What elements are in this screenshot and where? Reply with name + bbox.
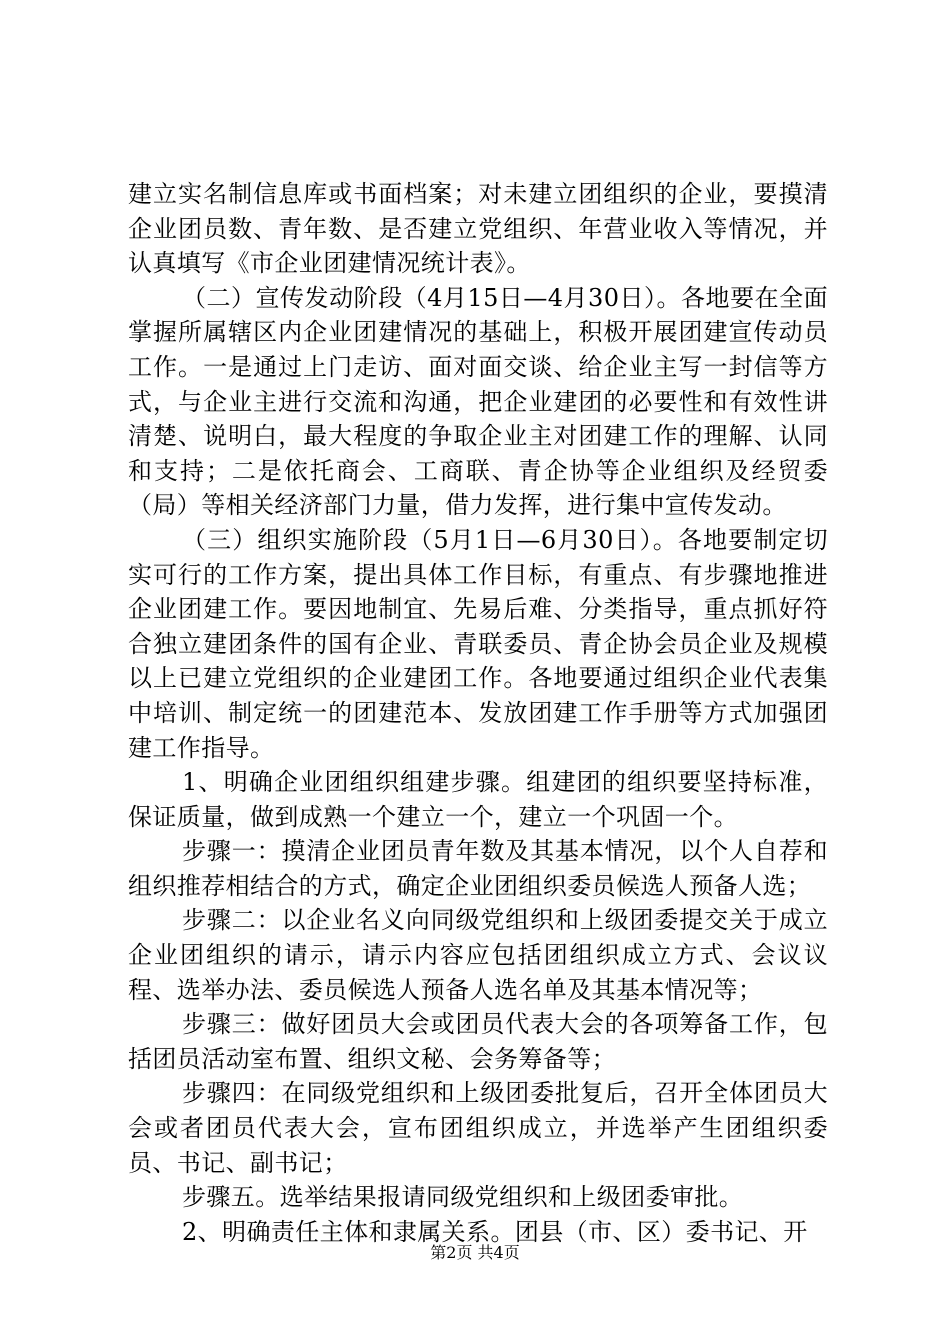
paragraph-steps-intro: 1、明确企业团组织组建步骤。组建团的组织要坚持标准，保证质量，做到成熟一个建立一个，建立一个巩固一个。 xyxy=(128,768,828,831)
paragraph-step-1: 步骤一：摸清企业团员青年数及其基本情况，以个人自荐和组织推荐相结合的方式，确定企业团组织委员候选人预备人选； xyxy=(128,837,828,900)
page-footer xyxy=(0,1243,950,1263)
paragraph-step-3: 步骤三：做好团员大会或团员代表大会的各项筹备工作，包括团员活动室布置、组织文秘、会务筹备等； xyxy=(128,1010,828,1073)
paragraph-step-5: 步骤五。选举结果报请同级党组织和上级团委审批。 xyxy=(182,1183,744,1212)
paragraph-publicity-stage: （二）宣传发动阶段（4月15日—4月30日）。各地要在全面掌握所属辖区内企业团建情况的基础上，积极开展团建宣传动员工作。一是通过上门走访、面对面交谈、给企业主写一封信等方式，与企业主进行交流和沟通，把企业建团的必要性和有效性讲清楚、说明白，最大程度的争取企业主对团建工作的理解、认同和支持；二是依托商会、工商联、青企协等企业组织及经贸委（局）等相关经济部门力量，借力发挥，进行集中宣传发动。 xyxy=(128,283,828,520)
paragraph-step-4: 步骤四：在同级党组织和上级团委批复后，召开全体团员大会或者团员代表大会，宣布团组织成立，并选举产生团组织委员、书记、副书记； xyxy=(128,1079,828,1177)
page-number-label: 第2页 共4页 xyxy=(430,1243,520,1262)
document-body xyxy=(128,177,828,1249)
paragraph-step-2: 步骤二：以企业名义向同级党组织和上级团委提交关于成立企业团组织的请示，请示内容应包括团组织成立方式、会议议程、选举办法、委员候选人预备人选名单及其基本情况等； xyxy=(128,906,828,1004)
paragraph-continuation: 建立实名制信息库或书面档案；对未建立团组织的企业，要摸清企业团员数、青年数、是否建立党组织、年营业收入等情况，并认真填写《市企业团建情况统计表》。 xyxy=(128,180,828,278)
paragraph-implementation-stage: （三）组织实施阶段（5月1日—6月30日）。各地要制定切实可行的工作方案，提出具体工作目标，有重点、有步骤地推进企业团建工作。要因地制宜、先易后难、分类指导，重点抓好符合独立建团条件的国有企业、青联委员、青企协会员企业及规模以上已建立党组织的企业建团工作。各地要通过组织企业代表集中培训、制定统一的团建范本、发放团建工作手册等方式加强团建工作指导。 xyxy=(128,525,828,762)
paragraph-responsibility: 2、明确责任主体和隶属关系。团县（市、区）委书记、开 xyxy=(182,1217,808,1246)
